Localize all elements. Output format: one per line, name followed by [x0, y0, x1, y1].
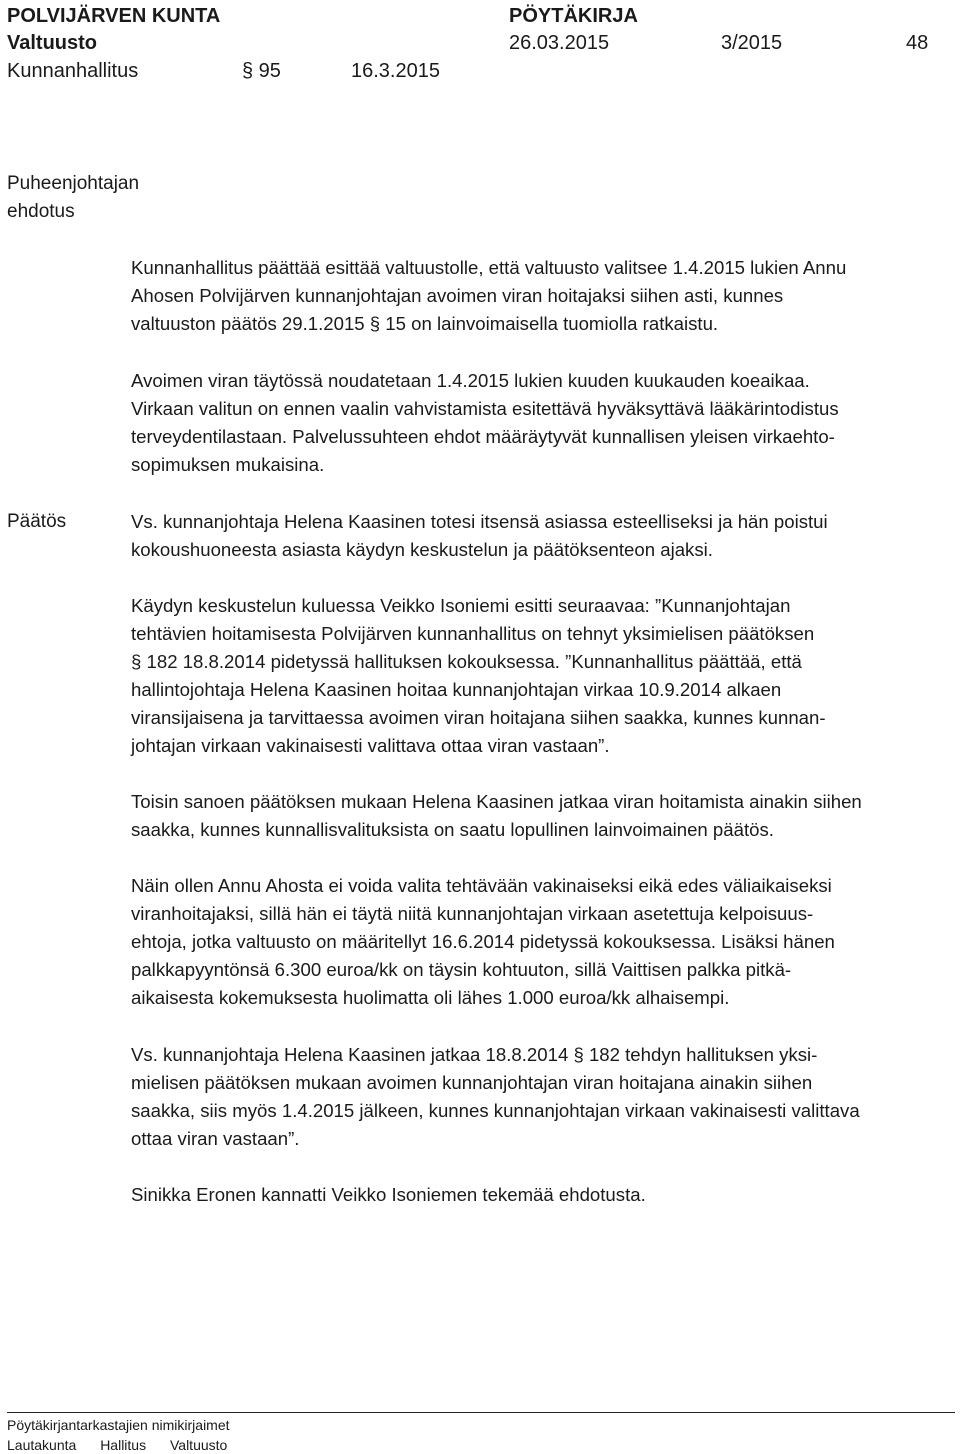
text-line: ottaa viran vastaan”. — [131, 1128, 300, 1149]
proposal-label-line: Puheenjohtajan — [7, 173, 140, 194]
footer-divider — [7, 1412, 955, 1413]
text-line: palkkapyyntönsä 6.300 euroa/kk on täysin kohtuuton, sillä Vaittisen palkka pitkä- — [131, 959, 792, 980]
municipality-name: POLVIJÄRVEN KUNTA — [7, 5, 221, 27]
text-line: mielisen päätöksen mukaan avoimen kunnanjohtajan viran hoitajana ainakin siihen — [131, 1072, 813, 1093]
text-line: kokoushuoneesta asiasta käydyn keskustelun ja päätöksenteon ajaksi. — [131, 539, 713, 560]
page-number: 48 — [906, 32, 929, 54]
text-line: johtajan virkaan vakinaisesti valittava ottaa viran vastaan”. — [131, 735, 610, 756]
footer-col-council: Valtuusto — [169, 1437, 228, 1453]
footer-title: Pöytäkirjantarkastajien nimikirjaimet — [7, 1417, 230, 1433]
minutes-number: 3/2015 — [721, 32, 783, 54]
text-line: terveydentilastaan. Palvelussuhteen ehdot määräytyvät kunnallisen yleisen virkaehto- — [131, 426, 835, 447]
text-line: viransijaisena ja tarvittaessa avoimen viran hoitajana siihen saakka, kunnes kunnan- — [131, 707, 826, 728]
preparing-date: 16.3.2015 — [351, 60, 440, 82]
text-line: saakka, siis myös 1.4.2015 jälkeen, kunnes kunnanjohtajan virkaan vakinaisesti valittava — [131, 1100, 860, 1121]
text-line: sopimuksen mukaisina. — [131, 454, 325, 475]
footer-signature-columns — [7, 1436, 247, 1454]
text-line: Toisin sanoen päätöksen mukaan Helena Kaasinen jatkaa viran hoitamista ainakin siihen — [131, 791, 862, 812]
continuation-paragraph — [131, 1041, 947, 1153]
document-type: PÖYTÄKIRJA — [509, 5, 638, 27]
footer-col-executive: Hallitus — [100, 1437, 147, 1453]
text-line: ehtoja, jotka valtuusto on määritellyt 16.6.2014 pidetyssä kokouksessa. Lisäksi hänen — [131, 931, 835, 952]
recusal-paragraph — [131, 508, 947, 564]
text-line: Virkaan valitun on ennen vaalin vahvistamista esitettävä hyväksyttävä lääkärintodistus — [131, 398, 839, 419]
text-line: viranhoitajaksi, sillä hän ei täytä niitä kunnanjohtajan virkaan asetettuja kelpoisuus- — [131, 903, 814, 924]
text-line: Avoimen viran täytössä noudatetaan 1.4.2015 lukien kuuden kuukauden koeaikaa. — [131, 370, 810, 391]
decision-label: Päätös — [7, 511, 67, 532]
text-line: aikaisesta kokemuksesta huolimatta oli lähes 1.000 euroa/kk alhaisempi. — [131, 987, 730, 1008]
text-line: Vs. kunnanjohtaja Helena Kaasinen jatkaa 18.8.2014 § 182 tehdyn hallituksen yksi- — [131, 1044, 818, 1065]
text-line: § 182 18.8.2014 pidetyssä hallituksen kokouksessa. ”Kunnanhallitus päättää, että — [131, 651, 802, 672]
footer-col-board: Lautakunta — [7, 1437, 77, 1453]
meeting-body: Valtuusto — [7, 32, 98, 54]
preparing-body: Kunnanhallitus — [7, 60, 139, 82]
proposal-paragraph — [131, 254, 947, 338]
proposal-label — [7, 170, 139, 226]
counterproposal-paragraph — [131, 592, 947, 760]
section-number: § 95 — [242, 60, 281, 82]
text-line: valtuuston päätös 29.1.2015 § 15 on lainvoimaisella tuomiolla ratkaistu. — [131, 313, 719, 334]
eligibility-paragraph — [131, 872, 947, 1012]
seconding-paragraph — [131, 1181, 947, 1209]
meeting-date: 26.03.2015 — [509, 32, 610, 54]
text-line: Näin ollen Annu Ahosta ei voida valita tehtävään vakinaiseksi eikä edes väliaikaiseksi — [131, 875, 832, 896]
probation-paragraph — [131, 367, 947, 479]
text-line: hallintojohtaja Helena Kaasinen hoitaa kunnanjohtajan virkaa 10.9.2014 alkaen — [131, 679, 782, 700]
text-line: tehtävien hoitamisesta Polvijärven kunnanhallitus on tehnyt yksimielisen päätöksen — [131, 623, 815, 644]
text-line: Ahosen Polvijärven kunnanjohtajan avoimen viran hoitajaksi siihen asti, kunnes — [131, 285, 784, 306]
proposal-label-line: ehdotus — [7, 201, 75, 222]
text-line: Sinikka Eronen kannatti Veikko Isoniemen tekemää ehdotusta. — [131, 1184, 646, 1205]
text-line: saakka, kunnes kunnallisvalituksista on saatu lopullinen lainvoimainen päätös. — [131, 819, 774, 840]
interpretation-paragraph — [131, 788, 947, 844]
text-line: Kunnanhallitus päättää esittää valtuustolle, että valtuusto valitsee 1.4.2015 lukien Annu — [131, 257, 847, 278]
text-line: Vs. kunnanjohtaja Helena Kaasinen totesi itsensä asiassa esteelliseksi ja hän poistui — [131, 511, 828, 532]
text-line: Käydyn keskustelun kuluessa Veikko Isoniemi esitti seuraavaa: ”Kunnanjohtajan — [131, 595, 791, 616]
